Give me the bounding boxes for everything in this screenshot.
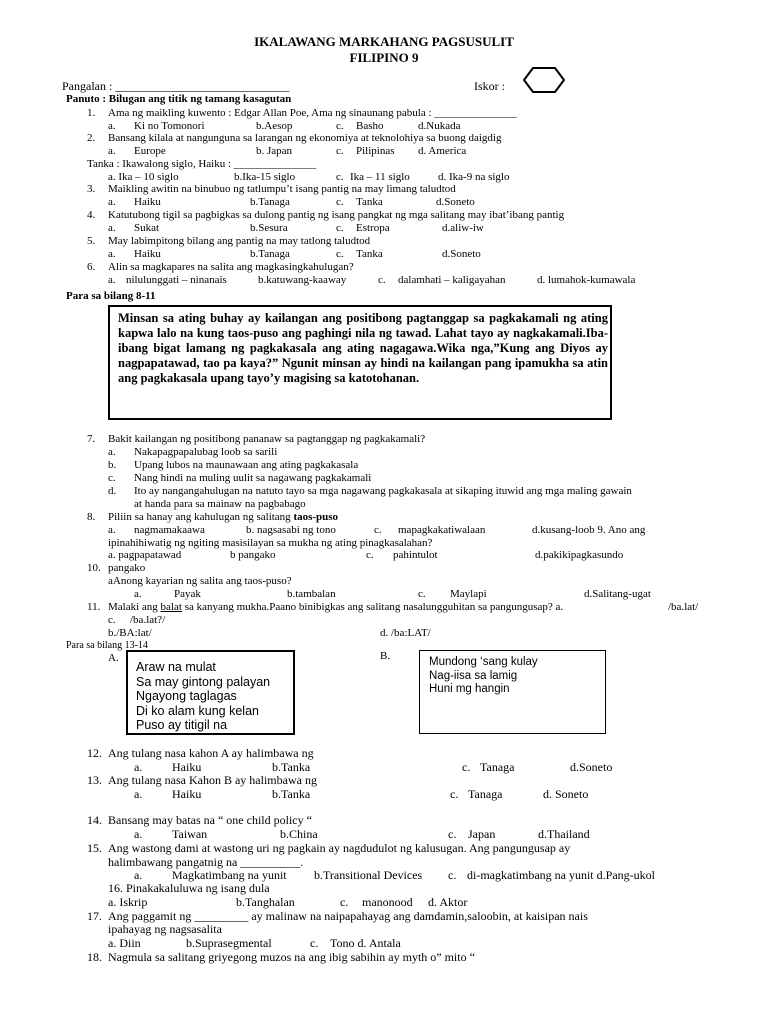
option-letter: a. (108, 446, 116, 458)
question-text: May labimpitong bilang ang pantig na may tatlong taludtod (108, 235, 371, 247)
question-text: Ang paggamit ng _________ ay malinaw na naipapahayag ang damdamin,saloobin, at kaisipan nais (108, 909, 588, 923)
option-d[interactable]: d.Soneto (436, 196, 475, 208)
option-c[interactable]: Japan (468, 827, 496, 841)
option-c[interactable]: Tanka (356, 196, 383, 208)
hexagon-icon (523, 67, 565, 93)
option-b[interactable]: b.China (280, 827, 318, 841)
option-letter: a. (134, 588, 142, 600)
option-letter: c. (340, 895, 349, 909)
option-a[interactable]: a. pagpapatawad (108, 549, 182, 561)
option-b[interactable]: b.Tanaga (250, 248, 290, 260)
option-d[interactable]: d. lumahok-kumawala (537, 274, 636, 286)
option-a[interactable]: Magkatimbang na yunit (172, 868, 287, 882)
option-b[interactable]: b.Tanaga (250, 196, 290, 208)
exam-title: IKALAWANG MARKAHANG PAGSUSULIT (254, 34, 514, 49)
option-letter: a. (108, 196, 116, 208)
option-letter: a. (108, 248, 116, 260)
option-b[interactable]: Upang lubos na maunawaan ang ating pagkakasala (134, 459, 359, 471)
option-letter: c. (310, 936, 319, 950)
question-number: 10. (87, 562, 101, 574)
question-text: Maikling awitin na binubuo ng tatlumpu’t isang pantig na may limang taludtod (108, 183, 456, 195)
box-b-label: B. (380, 650, 391, 662)
question-number: 18. (87, 950, 102, 964)
poem-line: Di ko alam kung kelan (136, 703, 259, 718)
option-a[interactable]: a. Diin (108, 936, 141, 950)
option-a[interactable]: Ki no Tomonori (134, 120, 205, 132)
question-number: 5. (87, 235, 96, 247)
option-a[interactable]: a. Ika – 10 siglo (108, 171, 179, 183)
option-b[interactable]: b./BA:lat/ (108, 627, 152, 639)
option-b[interactable]: b.Tanka (272, 760, 311, 774)
option-c[interactable]: Tono d. Antala (330, 936, 401, 950)
option-b[interactable]: b.Aesop (256, 120, 293, 132)
option-b[interactable]: b.Tanghalan (236, 895, 295, 909)
option-a[interactable]: Sukat (134, 222, 160, 234)
option-letter: b. (108, 459, 117, 471)
passage-text: Minsan sa ating buhay ay kailangan ang positibong pagtanggap sa pagkakamali ng ating kapwa lalo na kung taos-puso ang paghingi nila ng tawad. Lahat tayo ay nagkakamali.Iba-ibang bigat lamang ng pagkakasala ang ating nagagawa.Wika nga,”Kung ang Diyos ay nagpapatawad, tao pa kaya?” Ngunit minsan ay hindi na kailangan pang ipamukha sa atin ang pagkakasala upang tayo’y magising sa katotohanan. (118, 311, 608, 385)
option-letter: c. (336, 196, 344, 208)
exam-subtitle: FILIPINO 9 (349, 50, 419, 65)
option-letter: c. (108, 614, 116, 626)
poem-line: Nag-iisa sa lamig (429, 669, 518, 682)
option-d[interactable]: d.Thailand (538, 827, 590, 841)
option-b[interactable]: b pangako (230, 549, 276, 561)
option-d[interactable]: d.Soneto (570, 760, 613, 774)
option-a[interactable]: Taiwan (172, 827, 208, 841)
poem-line: Mundong ‘sang kulay (429, 656, 538, 668)
option-d[interactable]: d.Salitang-ugat (584, 588, 651, 600)
option-c[interactable]: Pilipinas (356, 145, 395, 157)
option-letter: d. (108, 485, 117, 497)
option-a[interactable]: Haiku (172, 760, 202, 774)
option-letter: c. (374, 524, 382, 536)
option-letter: c. (448, 827, 457, 841)
option-letter: c. (336, 171, 344, 183)
question-text: Piliin sa hanay ang kahulugan ng salitang taos-puso (108, 511, 339, 523)
option-d[interactable]: d.pakikipagkasundo (535, 549, 624, 561)
question-text: ipinahihiwatig ng ngiting masisilayan sa mukha ng ating pinagkasalahan? (108, 537, 433, 549)
question-text: ipahayag ng nagsasalita (108, 922, 222, 936)
question-text: Katutubong tigil sa pagbigkas sa dulong pantig ng isang pangkat ng mga salitang may ibat’ibang pantig (108, 209, 565, 221)
option-d[interactable]: d. America (418, 145, 467, 157)
option-c[interactable]: mapagkakatiwalaan (398, 524, 486, 536)
option-d[interactable]: Ito ay nangangahulugan na natuto tayo sa mga nagawang pagkakasala at sikaping ituwid ang mga maling gawain (134, 485, 632, 497)
box-a-label: A. (108, 652, 119, 664)
option-d[interactable]: d. Ika-9 na siglo (438, 171, 510, 183)
poem-line: Ngayong taglagas (136, 689, 237, 703)
question-text: Alin sa magkapares na salita ang magkasingkahulugan? (108, 261, 354, 273)
option-a[interactable]: Haiku (134, 248, 161, 260)
question-text: Malaki ang balat sa kanyang mukha.Paano binibigkas ang salitang nasalungguhitan sa pangungusap? a. (108, 601, 564, 613)
question-text: Ang tulang nasa kahon A ay halimbawa ng (108, 746, 314, 760)
option-b[interactable]: b.Suprasegmental (186, 936, 272, 950)
option-b[interactable]: b.katuwang-kaaway (258, 274, 347, 286)
option-d[interactable]: d.Nukada (418, 120, 461, 132)
directions: Panuto : Bilugan ang titik ng tamang kasagutan (66, 93, 292, 105)
option-d[interactable]: d.Soneto (442, 248, 481, 260)
question-text: Nagmula sa salitang griyegong muzos na ang ibig sabihin ay myth o” mito “ (108, 950, 475, 964)
option-d[interactable]: d. Aktor (428, 895, 468, 909)
option-a[interactable]: Europe (134, 145, 166, 157)
option-letter: c. (108, 472, 116, 484)
option-a[interactable]: a. Iskrip (108, 895, 148, 909)
option-a[interactable]: nagmamakaawa (134, 524, 205, 536)
question-number: 11. (87, 601, 101, 613)
option-c[interactable]: /ba.lat?/ (130, 614, 166, 626)
question-text: Bakit kailangan ng positibong pananaw sa pagtanggap ng pagkakamali? (108, 433, 426, 445)
option-letter: c. (378, 274, 386, 286)
option-letter: c. (336, 248, 344, 260)
section-label: Para sa bilang 13-14 (66, 640, 148, 651)
option-d[interactable]: d.aliw-iw (442, 222, 484, 234)
option-c[interactable]: Tanka (356, 248, 383, 260)
option-a[interactable]: Haiku (134, 196, 161, 208)
option-c[interactable]: Maylapi (450, 588, 487, 600)
question-number: 14. (87, 813, 102, 827)
option-b[interactable]: b.Sesura (250, 222, 288, 234)
option-d[interactable]: d.kusang-loob 9. Ano ang (532, 524, 646, 536)
option-letter: a. (108, 524, 116, 536)
question-text: aAnong kayarian ng salita ang taos-puso? (108, 575, 292, 587)
question-number: 13. (87, 773, 102, 787)
option-a[interactable]: Haiku (172, 787, 202, 801)
question-text: Bansang may batas na “ one child policy “ (108, 813, 312, 827)
option-d-cont: at handa para sa mainaw na pagbabago (134, 498, 306, 510)
option-c[interactable]: Estropa (356, 222, 390, 234)
question-number: 12. (87, 746, 102, 760)
option-a[interactable]: Nakapagpapalubag loob sa sarili (134, 446, 278, 458)
option-letter: c. (462, 760, 471, 774)
question-number: 1. (87, 107, 96, 119)
option-b[interactable]: b. nagsasabi ng tono (246, 524, 336, 536)
option-letter: c. (418, 588, 426, 600)
option-a[interactable]: Payak (174, 588, 201, 600)
question-number: 3. (87, 183, 96, 195)
option-a[interactable]: nilulunggati – ninanais (126, 274, 227, 286)
question-text: Tanka : Ikawalong siglo, Haiku : _______________ (87, 158, 317, 170)
option-c[interactable]: Nang hindi na muling uulit sa nagawang pagkakamali (134, 472, 372, 484)
option-letter: a. (108, 145, 116, 157)
option-letter: a. (134, 827, 143, 841)
poem-b-text (429, 656, 538, 697)
option-b[interactable]: b.Ika-15 siglo (234, 171, 296, 183)
question-number: 2. (87, 132, 96, 144)
option-letter: c. (336, 145, 344, 157)
question-number: 15. (87, 841, 102, 855)
question-text: Ang wastong dami at wastong uri ng pagkain ay nagdudulot ng kalusugan. Ang pangungusap ay (108, 841, 571, 855)
poem-line: Sa may gintong palayan (136, 674, 271, 689)
poem-a-text (136, 660, 270, 733)
option-d[interactable]: d. /ba:LAT/ (380, 627, 431, 639)
option-d[interactable]: d. Soneto (543, 787, 589, 801)
question-number: 17. (87, 909, 102, 923)
option-letter: a. (108, 274, 116, 286)
option-b[interactable]: b. Japan (256, 145, 293, 157)
option-letter: a. (108, 222, 116, 234)
option-letter: a. (134, 787, 143, 801)
option-a[interactable]: /ba.lat/ (668, 601, 699, 613)
answer-word: pangako (108, 562, 146, 574)
option-c[interactable]: Tanaga (480, 760, 515, 774)
poem-line: Araw na mulat (136, 660, 216, 674)
option-c[interactable]: pahintulot (393, 549, 438, 561)
option-c[interactable]: di-magkatimbang na yunit d.Pang-ukol (467, 868, 655, 882)
question-text: 16. Pinakakaluluwa ng isang dula (108, 881, 270, 895)
question-text: Bansang kilala at nangunguna sa larangan ng ekonomiya at teknolohiya sa buong daigdig (108, 132, 502, 144)
poem-line: Puso ay titigil na (136, 718, 228, 732)
question-text: Ama ng maikling kuwento : Edgar Allan Poe, Ama ng sinaunang pabula : _______________ (108, 107, 517, 119)
score-label: Iskor : (474, 79, 505, 93)
option-letter: a. (108, 120, 116, 132)
option-letter: c. (336, 222, 344, 234)
option-c[interactable]: Ika – 11 siglo (350, 171, 410, 183)
name-field[interactable]: Pangalan : _____________________________ (62, 79, 290, 93)
option-c[interactable]: manonood (362, 895, 413, 909)
option-letter: a. (134, 868, 143, 882)
option-letter: c. (448, 868, 457, 882)
question-text: halimbawang pangatnig na __________. (108, 855, 304, 869)
poem-line: Huni mg hangin (429, 683, 510, 695)
option-letter: a. (134, 760, 143, 774)
section-label: Para sa bilang 8-11 (66, 290, 156, 302)
option-b[interactable]: b.Transitional Devices (314, 868, 423, 882)
option-c[interactable]: dalamhati – kaligayahan (398, 274, 506, 286)
question-number: 4. (87, 209, 96, 221)
option-c[interactable]: Basho (356, 120, 384, 132)
option-letter: c. (450, 787, 459, 801)
option-b[interactable]: b.tambalan (287, 588, 336, 600)
question-number: 8. (87, 511, 96, 523)
question-text: Ang tulang nasa Kahon B ay halimbawa ng (108, 773, 317, 787)
option-letter: c. (336, 120, 344, 132)
question-number: 7. (87, 433, 96, 445)
option-c[interactable]: Tanaga (468, 787, 503, 801)
option-letter: c. (366, 549, 374, 561)
option-b[interactable]: b.Tanka (272, 787, 311, 801)
question-number: 6. (87, 261, 96, 273)
